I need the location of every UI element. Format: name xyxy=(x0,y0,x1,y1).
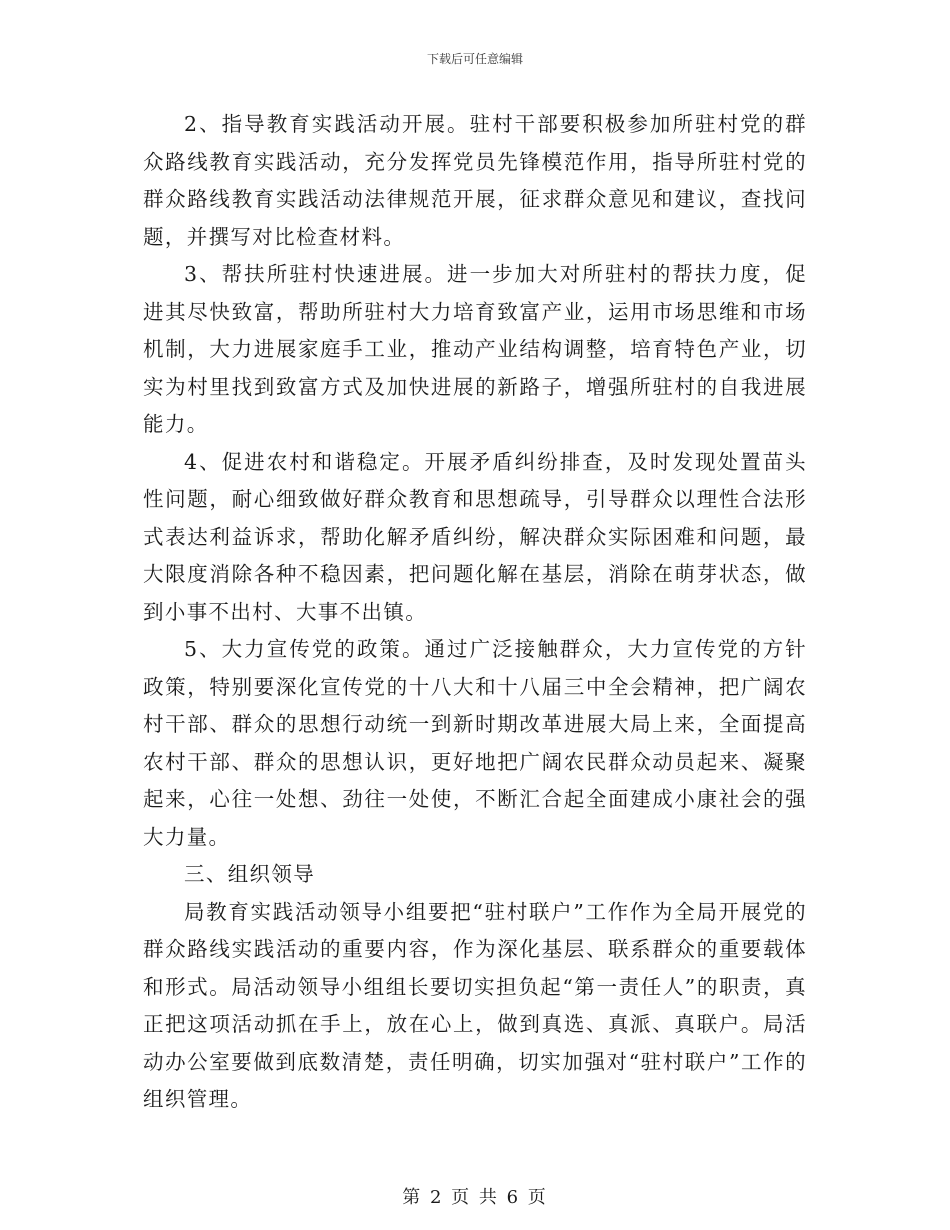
document-body xyxy=(143,106,807,1119)
paragraph-item-3: 3、帮扶所驻村快速进展。进一步加大对所驻村的帮扶力度，促进其尽快致富，帮助所驻村大力培育致富产业，运用市场思维和市场机制，大力进展家庭手工业，推动产业结构调整，培育特色产业，切实为村里找到致富方式及加快进展的新路子，增强所驻村的自我进展能力。 xyxy=(143,262,807,436)
paragraph-item-5: 5、大力宣传党的政策。通过广泛接触群众，大力宣传党的方针政策，特别要深化宣传党的十八大和十八届三中全会精神，把广阔农村干部、群众的思想行动统一到新时期改革进展大局上来，全面提高农村干部、群众的思想认识，更好地把广阔农民群众动员起来、凝聚起来，心往一处想、劲往一处使，不断汇合起全面建成小康社会的强大力量。 xyxy=(143,637,807,849)
page-header-note: 下载后可任意编辑 xyxy=(426,52,523,66)
closing-paragraph: 局教育实践活动领导小组要把“驻村联户”工作作为全局开展党的群众路线实践活动的重要内容，作为深化基层、联系群众的重要载体和形式。局活动领导小组组长要切实担负起“第一责任人”的职责，真正把这项活动抓在手上，放在心上，做到真选、真派、真联户。局活动办公室要做到底数清楚，责任明确，切实加强对“驻村联户”工作的组织管理。 xyxy=(143,899,807,1111)
section-heading: 三、组织领导 xyxy=(184,862,316,886)
paragraph-item-4: 4、促进农村和谐稳定。开展矛盾纠纷排查，及时发现处置苗头性问题，耐心细致做好群众教育和思想疏导，引导群众以理性合法形式表达利益诉求，帮助化解矛盾纠纷，解决群众实际困难和问题，最大限度消除各种不稳因素，把问题化解在基层，消除在萌芽状态，做到小事不出村、大事不出镇。 xyxy=(143,449,807,624)
page-number: 第 2 页 共 6 页 xyxy=(402,1187,548,1208)
paragraph-item-2: 2、指导教育实践活动开展。驻村干部要积极参加所驻村党的群众路线教育实践活动，充分发挥党员先锋模范作用，指导所驻村党的群众路线教育实践活动法律规范开展，征求群众意见和建议，查找问题，并撰写对比检查材料。 xyxy=(143,112,807,249)
